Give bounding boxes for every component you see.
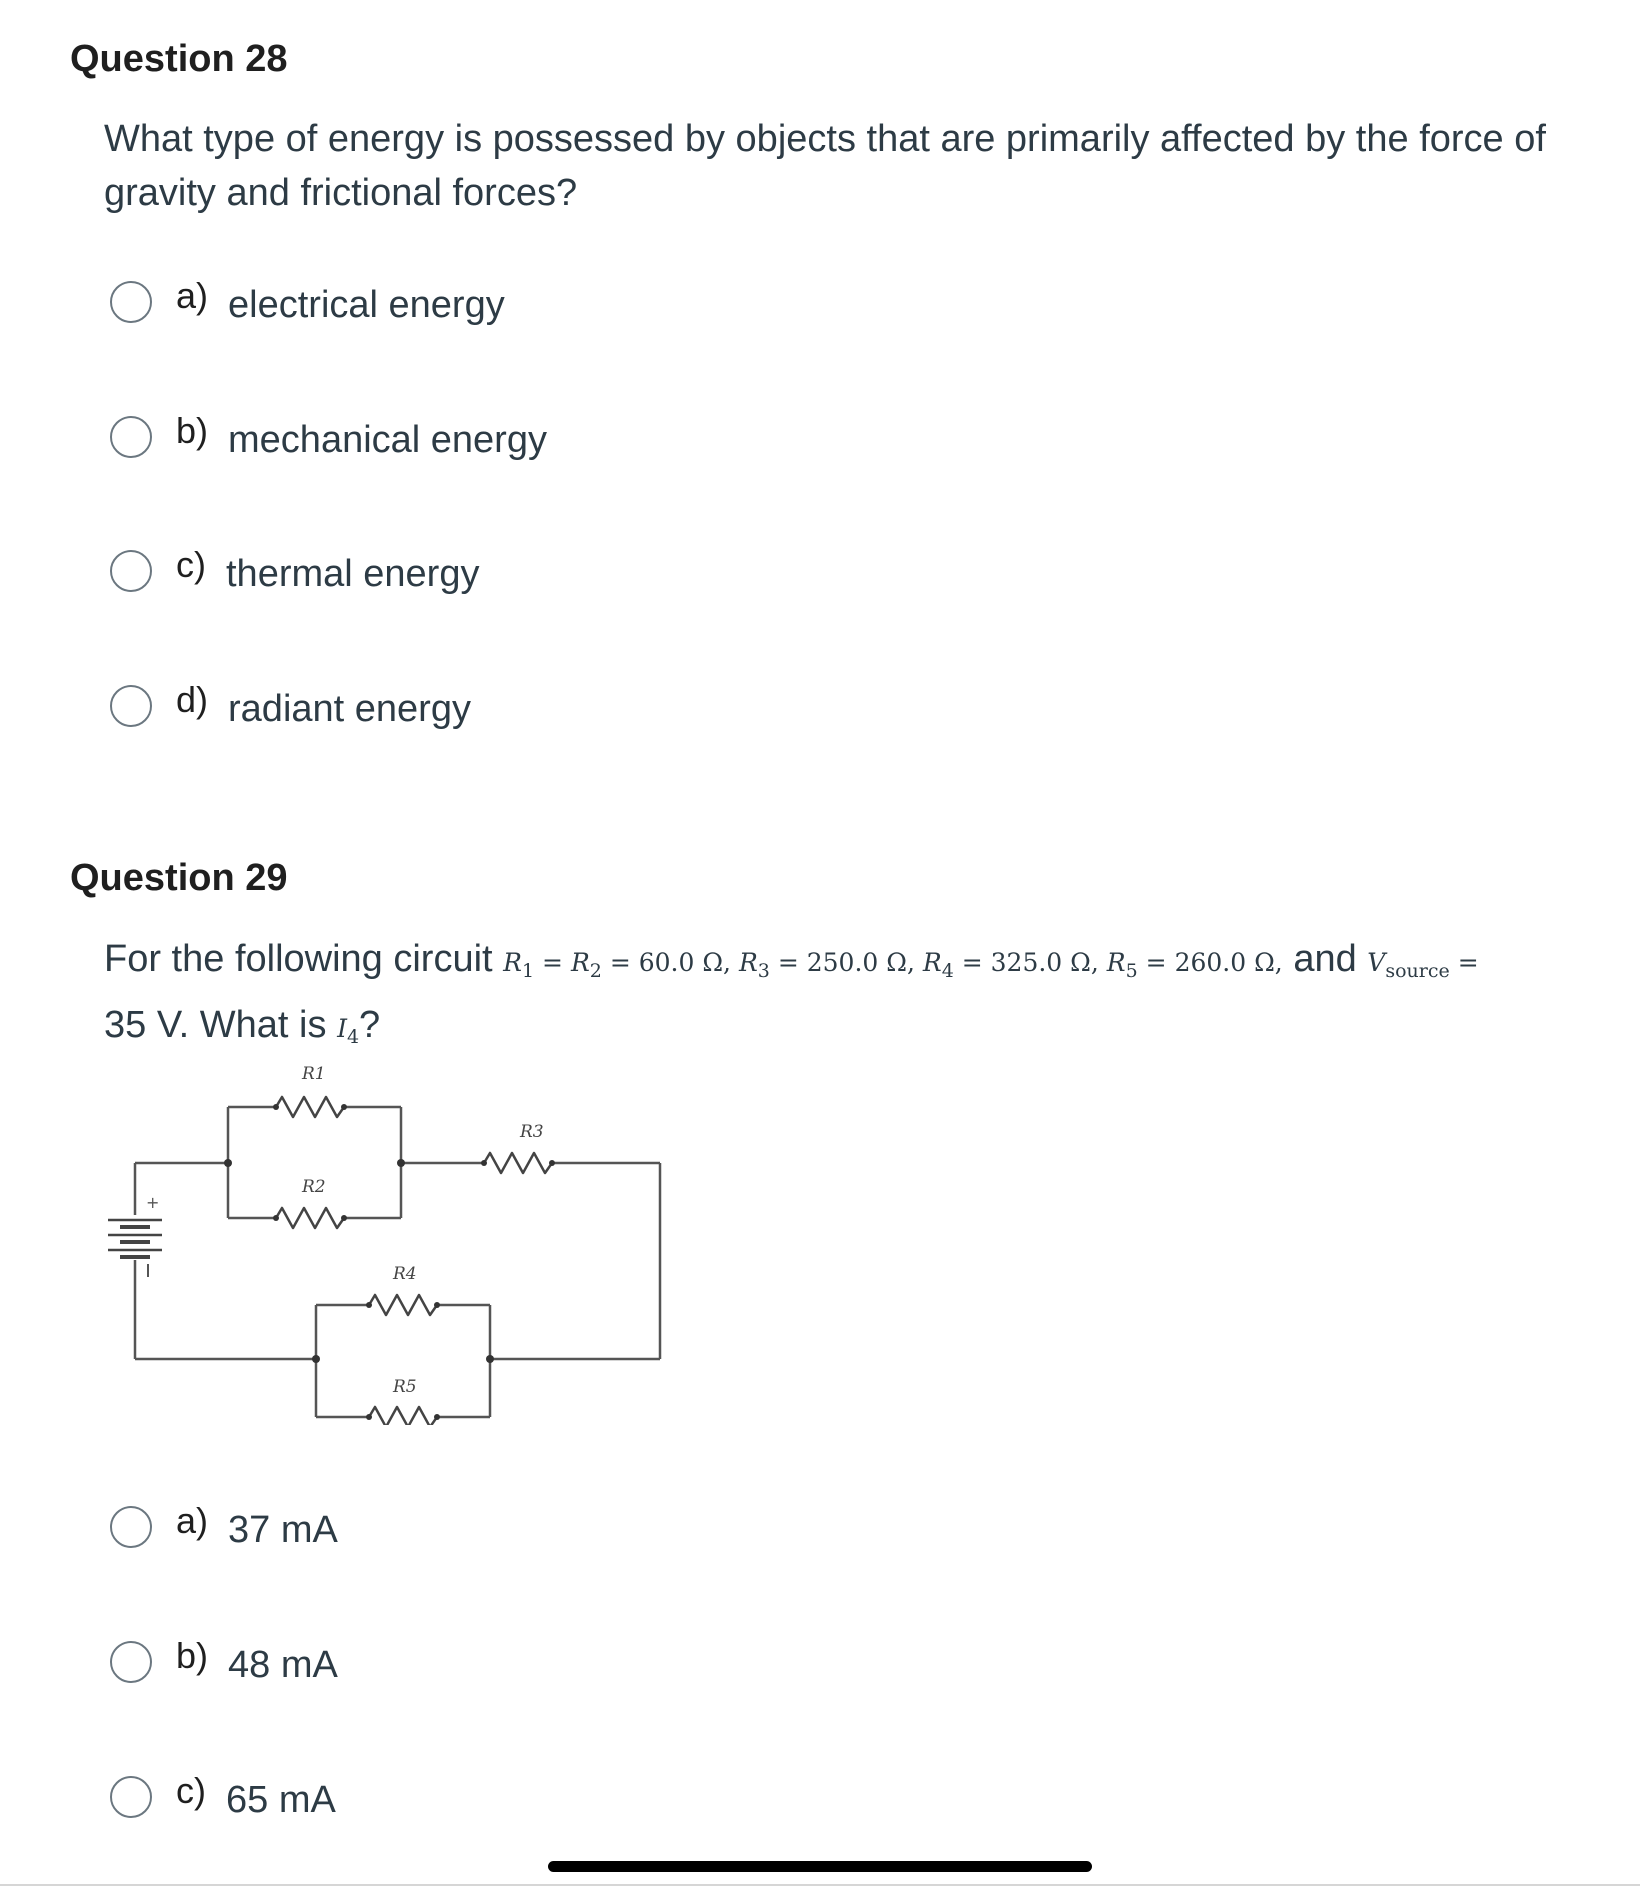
junction-dot <box>312 1355 320 1363</box>
label-r2: R2 <box>302 1177 326 1197</box>
resistor-terminal-dot <box>366 1414 372 1420</box>
circuit-diagram <box>100 1055 680 1425</box>
q29-option-a[interactable] <box>110 1499 338 1551</box>
option-text: 65 mA <box>226 1779 336 1821</box>
option-text: electrical energy <box>228 284 505 326</box>
question-29-title: Question 29 <box>70 857 288 899</box>
r3-value: = 250.0 Ω, <box>777 948 915 977</box>
option-letter: b) <box>176 409 209 451</box>
radio-button[interactable] <box>110 1506 152 1548</box>
resistor-terminal-dot <box>434 1302 440 1308</box>
option-text: thermal energy <box>226 553 480 595</box>
resistor-terminal-dot <box>341 1215 347 1221</box>
junction-dot <box>224 1159 232 1167</box>
radio-button[interactable] <box>110 1641 152 1683</box>
battery-symbol <box>108 1220 162 1257</box>
q29-option-b[interactable] <box>110 1634 338 1686</box>
label-r1: R1 <box>302 1064 326 1084</box>
resistor-terminal-dot <box>549 1160 555 1166</box>
r2-subscript: 2 <box>589 960 602 982</box>
home-indicator-bar[interactable] <box>548 1861 1092 1872</box>
resistor-terminal-dot <box>273 1104 279 1110</box>
question-29-prompt <box>104 932 1564 1064</box>
prompt-prefix: For the following circuit <box>104 938 493 980</box>
option-letter: a) <box>176 1499 209 1541</box>
equals-sign: = <box>542 948 563 977</box>
resistor-r4-zigzag <box>369 1295 437 1315</box>
current-i4 <box>337 1014 360 1048</box>
r1-subscript: 1 <box>521 960 535 982</box>
v-equals: = <box>1457 948 1479 977</box>
voltage-source <box>1367 948 1479 982</box>
resistor-terminal-dot <box>273 1215 279 1221</box>
v-subscript: source <box>1385 960 1450 982</box>
resistor-r2-zigzag <box>276 1208 344 1228</box>
question-28-title: Question 28 <box>70 38 288 80</box>
radio-button[interactable] <box>110 281 152 323</box>
resistor-terminal-dot <box>434 1414 440 1420</box>
junction-dot <box>486 1355 494 1363</box>
q28-option-d[interactable] <box>110 678 471 730</box>
option-text: 37 mA <box>228 1509 338 1551</box>
r4-symbol: R <box>922 948 942 977</box>
option-letter: d) <box>176 678 209 720</box>
battery-plus-label: + <box>146 1193 160 1212</box>
resistor-r1-zigzag <box>276 1097 344 1117</box>
resistor-terminal-dot <box>481 1160 487 1166</box>
prompt-line2-suffix: ? <box>359 1004 381 1046</box>
option-letter: c) <box>176 1769 206 1811</box>
circuit-wires <box>135 1107 660 1417</box>
radio-button[interactable] <box>110 685 152 727</box>
option-letter: c) <box>176 543 206 585</box>
i4-subscript: 4 <box>346 1026 360 1048</box>
r1-symbol: R <box>503 948 522 977</box>
q28-option-c[interactable] <box>110 543 480 595</box>
r3-symbol: R <box>738 948 758 977</box>
option-text: mechanical energy <box>228 419 547 461</box>
resistor-values <box>503 948 1283 982</box>
r12-value: = 60.0 Ω, <box>609 948 731 977</box>
radio-button[interactable] <box>110 416 152 458</box>
resistor-terminal-dot <box>366 1302 372 1308</box>
q28-option-a[interactable] <box>110 274 505 326</box>
label-r5: R5 <box>393 1377 417 1397</box>
prompt-line2-prefix: 35 V. What is <box>104 1004 327 1046</box>
and-word: and <box>1293 938 1357 980</box>
bottom-divider <box>0 1884 1640 1886</box>
question-28-prompt: What type of energy is possessed by objects that are primarily affected by the force of gravity and frictional forces? <box>104 118 1546 214</box>
i4-symbol: I <box>337 1014 347 1043</box>
radio-button[interactable] <box>110 550 152 592</box>
r4-value: = 325.0 Ω, <box>961 948 1099 977</box>
radio-button[interactable] <box>110 1776 152 1818</box>
option-letter: b) <box>176 1634 209 1676</box>
r5-value: = 260.0 Ω, <box>1145 948 1283 977</box>
r3-subscript: 3 <box>757 960 770 982</box>
resistor-terminal-dot <box>341 1104 347 1110</box>
q28-option-b[interactable] <box>110 409 547 461</box>
r5-symbol: R <box>1106 948 1126 977</box>
r5-subscript: 5 <box>1125 960 1138 982</box>
option-text: 48 mA <box>228 1644 338 1686</box>
resistor-r5-zigzag <box>369 1407 437 1425</box>
option-text: radiant energy <box>228 688 471 730</box>
label-r3: R3 <box>520 1122 544 1142</box>
v-symbol: V <box>1367 948 1386 977</box>
resistor-r3-zigzag <box>484 1153 552 1173</box>
r4-subscript: 4 <box>941 960 954 982</box>
r2-symbol: R <box>570 948 590 977</box>
label-r4: R4 <box>393 1264 417 1284</box>
option-letter: a) <box>176 274 209 316</box>
junction-dot <box>397 1159 405 1167</box>
q29-option-c[interactable] <box>110 1769 336 1821</box>
